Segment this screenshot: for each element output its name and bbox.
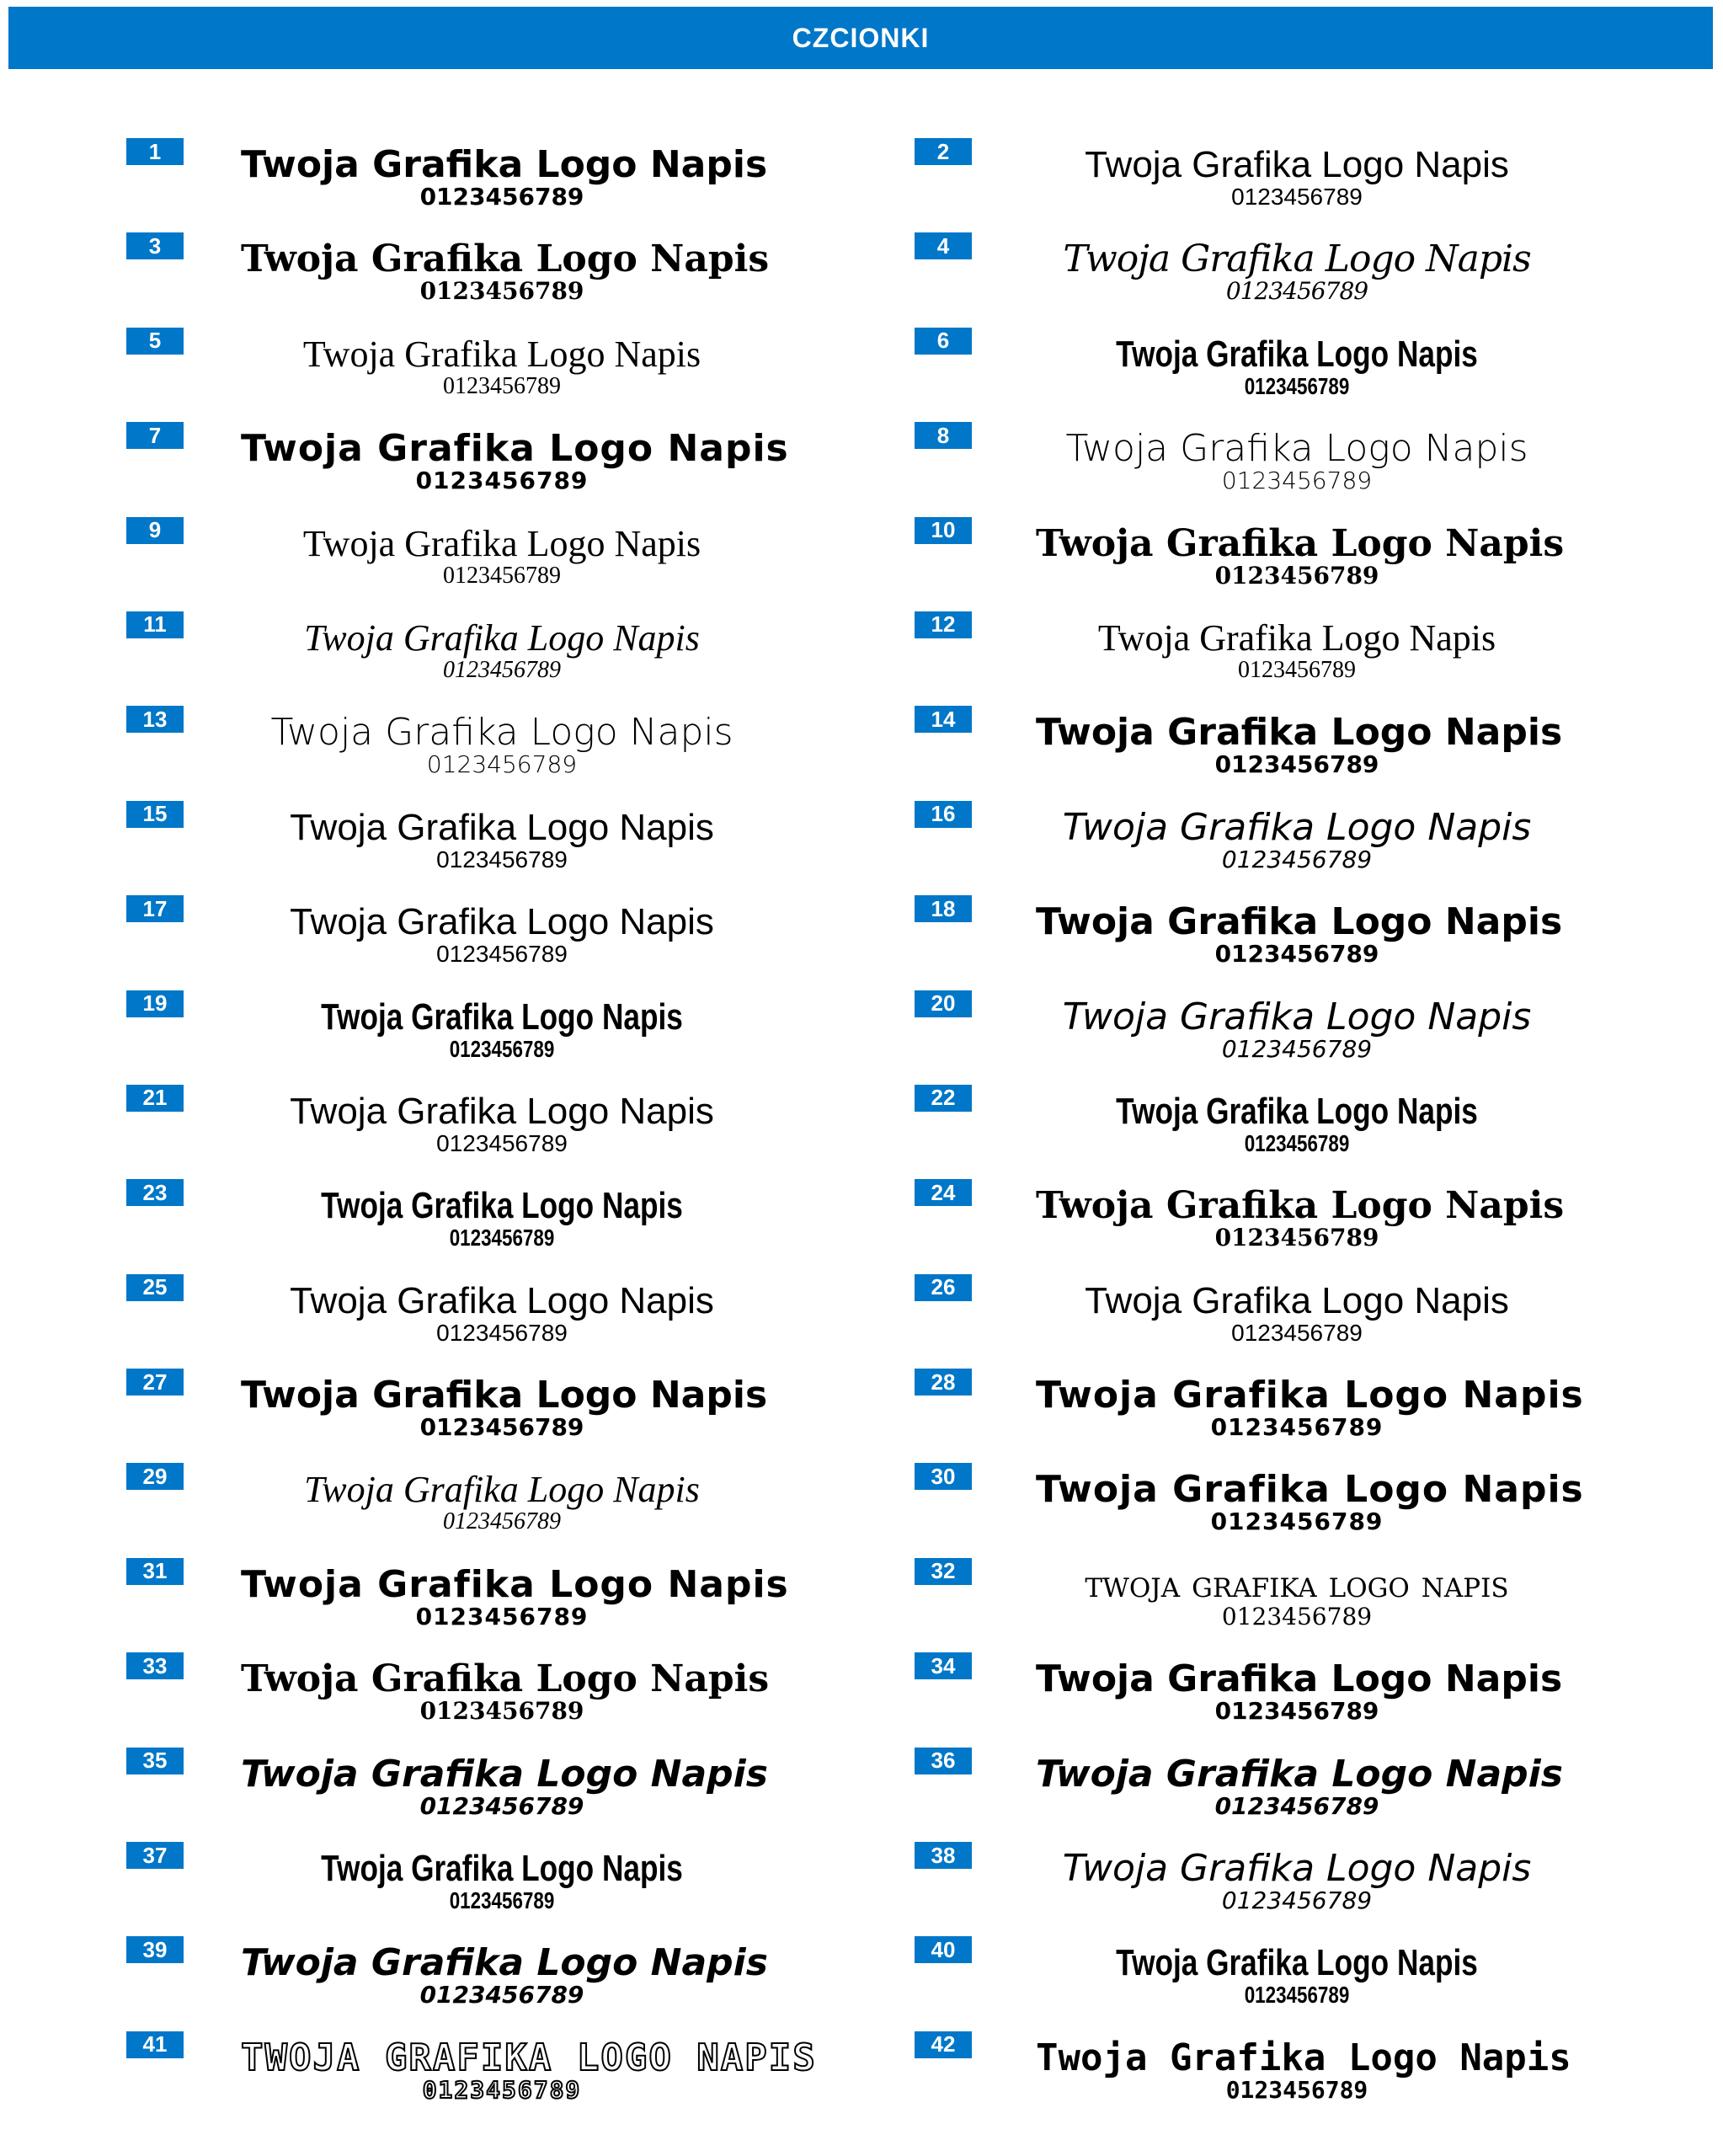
font-number-badge: 12: [915, 611, 972, 638]
font-sample: [1036, 144, 1558, 210]
font-sample-digits: 0123456789: [415, 1602, 589, 1630]
font-sample-item: [862, 229, 1723, 323]
font-sample: [241, 333, 763, 399]
font-sample-item: [862, 702, 1723, 797]
font-sample-digits: 0123456789: [1221, 845, 1373, 873]
font-number-badge: 37: [126, 1842, 184, 1869]
font-sample: [241, 522, 763, 589]
font-sample-text: Twoja Grafika Logo Napis: [241, 1562, 789, 1606]
font-number-badge: 11: [126, 611, 184, 638]
font-sample-digits: 0123456789: [436, 941, 568, 968]
font-sample-digits: 0123456789: [419, 1413, 584, 1442]
font-number-badge: 7: [126, 422, 184, 449]
font-sample: [241, 427, 789, 495]
font-sample-item: [0, 2028, 862, 2122]
font-sample: [1036, 1562, 1558, 1630]
font-sample-text: Twoja Grafika Logo Napis: [290, 1279, 714, 1321]
font-sample: [1036, 1752, 1563, 1820]
font-sample-digits: 0123456789: [449, 1225, 555, 1251]
font-sample-text: Twoja Grafika Logo Napis: [241, 1374, 768, 1417]
font-sample-digits: 0123456789: [1214, 940, 1379, 969]
font-number-badge: 34: [915, 1652, 972, 1679]
font-number-badge: 18: [915, 895, 972, 922]
font-sample-text: Twoja Grafika Logo Napis: [241, 143, 768, 186]
font-sample: [1088, 1942, 1506, 2009]
font-sample: [241, 237, 770, 306]
font-sample: [1036, 1374, 1584, 1442]
font-sample-digits: 0123456789: [1225, 277, 1368, 306]
font-sample-text: Twoja Grafika Logo Napis: [1062, 995, 1532, 1038]
font-number-badge: 32: [915, 1558, 972, 1585]
font-number-badge: 40: [915, 1936, 972, 1963]
font-number-badge: 30: [915, 1463, 972, 1490]
font-sample-text: Twoja Grafika Logo Napis: [1036, 1657, 1563, 1701]
font-number-badge: 20: [915, 990, 972, 1017]
font-sample: [1036, 1847, 1558, 1915]
font-sample-item: [862, 419, 1723, 513]
font-sample: [1036, 2036, 1571, 2104]
font-sample-digits: 0123456789: [449, 1035, 555, 1062]
font-sample-digits: 0123456789: [1214, 1224, 1379, 1252]
font-sample: [1036, 995, 1558, 1063]
font-number-badge: 23: [126, 1179, 184, 1206]
font-sample-text: Twoja Grafika Logo Napis: [1036, 1752, 1563, 1796]
font-sample-item: [0, 514, 862, 608]
font-sample-item: [0, 892, 862, 986]
font-sample-digits: 0123456789: [419, 183, 584, 211]
font-number-badge: 22: [915, 1085, 972, 1112]
font-sample: [241, 901, 763, 968]
font-sample-item: [0, 987, 862, 1081]
font-sample-item: [0, 324, 862, 419]
font-sample-digits: 0123456789: [1221, 1602, 1373, 1630]
font-sample-text: Twoja Grafika Logo Napis: [1116, 1942, 1478, 1984]
font-sample-text: Twoja Grafika Logo Napis: [1036, 2036, 1571, 2079]
font-number-badge: 25: [126, 1274, 184, 1301]
font-number-badge: 39: [126, 1936, 184, 1963]
font-sample-item: [0, 1555, 862, 1649]
font-number-badge: 31: [126, 1558, 184, 1585]
font-sample-item: [0, 1649, 862, 1743]
font-sample-digits: 0123456789: [1244, 1129, 1350, 1156]
font-sample-text: Twoja Grafika Logo Napis: [304, 616, 700, 659]
page-title: CZCIONKI: [792, 22, 930, 53]
font-sample-digits: 0123456789: [426, 750, 578, 779]
font-sample-item: [862, 1744, 1723, 1838]
font-sample-digits: 0123456789: [443, 1508, 561, 1535]
font-sample: [241, 616, 763, 683]
font-sample-item: [862, 135, 1723, 229]
font-number-badge: 3: [126, 232, 184, 259]
font-number-badge: 2: [915, 138, 972, 165]
font-number-badge: 6: [915, 328, 972, 355]
font-sample-text: Twoja Grafika Logo Napis: [321, 1185, 683, 1227]
font-sample-item: [0, 1460, 862, 1554]
font-sample-item: [0, 229, 862, 323]
font-sample-digits: 0123456789: [443, 656, 561, 683]
font-sample-digits: 0123456789: [1214, 1697, 1379, 1726]
font-sample-text: Twoja Grafika Logo Napis: [1062, 1847, 1532, 1891]
font-sample: [293, 1850, 711, 1913]
font-number-badge: 14: [915, 706, 972, 733]
font-number-badge: 24: [915, 1179, 972, 1206]
font-sample-digits: 0123456789: [419, 1697, 584, 1726]
font-sample-digits: 0123456789: [1210, 1508, 1384, 1536]
font-sample-digits: 0123456789: [436, 1319, 568, 1346]
font-sample-digits: 0123456789: [1214, 750, 1379, 779]
font-sample-item: [862, 324, 1723, 419]
font-sample: [241, 711, 763, 779]
font-number-badge: 29: [126, 1463, 184, 1490]
font-sample-text: Twoja Grafika Logo Napis: [241, 1941, 768, 1985]
font-sample-text: Twoja Grafika Logo Napis: [1116, 1090, 1478, 1132]
font-sample-digits: 0123456789: [436, 1129, 568, 1156]
font-sample-text: Twoja Grafika Logo Napis: [1062, 805, 1532, 849]
font-sample-item: [862, 1271, 1723, 1365]
font-sample-item: [862, 1081, 1723, 1176]
font-sample-item: [862, 2028, 1723, 2122]
font-sample-item: [0, 135, 862, 229]
font-sample-digits: 0123456789: [1221, 1034, 1373, 1063]
font-sample-digits: 0123456789: [1231, 184, 1363, 210]
font-sample: [1036, 1279, 1558, 1346]
font-sample-item: [0, 1271, 862, 1365]
font-sample: [1036, 521, 1565, 590]
font-sample: [1036, 1657, 1563, 1726]
font-sample-item: [862, 987, 1723, 1081]
font-sample-item: [862, 1933, 1723, 2027]
font-sample-text: Twoja Grafika Logo Napis: [321, 1848, 683, 1890]
font-sample-text: Twoja Grafika Logo Napis: [302, 333, 701, 375]
font-sample-item: [0, 1176, 862, 1270]
font-sample-digits: 0123456789: [422, 2075, 582, 2104]
font-sample-item: [0, 798, 862, 892]
font-number-badge: 21: [126, 1085, 184, 1112]
font-sample: [293, 1187, 711, 1250]
font-sample: [1036, 805, 1558, 873]
font-sample-text: Twoja Grafika Logo Napis: [1036, 1184, 1565, 1228]
font-number-badge: 5: [126, 328, 184, 355]
font-sample-item: [862, 1460, 1723, 1554]
font-sample: [1036, 1184, 1565, 1252]
font-sample-item: [0, 1081, 862, 1176]
font-number-badge: 26: [915, 1274, 972, 1301]
font-sample-digits: 0123456789: [1210, 1413, 1384, 1442]
font-sample: [241, 1471, 763, 1534]
font-sample: [1036, 711, 1563, 779]
font-number-badge: 13: [126, 706, 184, 733]
font-sample-item: [0, 1744, 862, 1838]
font-number-badge: 4: [915, 232, 972, 259]
font-sample-text: Twoja Grafika Logo Napis: [321, 995, 683, 1038]
font-sample-text: Twoja Grafika Logo Napis: [1036, 900, 1563, 944]
font-number-badge: 42: [915, 2031, 972, 2058]
font-number-badge: 27: [126, 1369, 184, 1396]
font-sample-digits: 0123456789: [1244, 372, 1350, 399]
font-sample-text: Twoja Grafika Logo Napis: [241, 427, 789, 471]
font-sample: [241, 1752, 768, 1820]
font-sample-item: [862, 1649, 1723, 1743]
font-sample-text: Twoja Grafika Logo Napis: [241, 1657, 770, 1701]
font-sample-grid: [0, 135, 1723, 2122]
font-number-badge: 10: [915, 517, 972, 544]
font-sample: [293, 995, 711, 1062]
font-sample-item: [0, 1838, 862, 1933]
font-sample-text: twoja grafika logo napis: [1085, 1562, 1509, 1606]
font-sample-text: Twoja Grafika Logo Napis: [304, 1469, 700, 1511]
font-sample-text: Twoja Grafika Logo Napis: [290, 806, 714, 848]
font-sample: [241, 1941, 768, 2009]
font-number-badge: 8: [915, 422, 972, 449]
font-number-badge: 36: [915, 1748, 972, 1774]
font-sample-digits: 0123456789: [436, 846, 568, 873]
font-sample: [241, 143, 768, 211]
font-sample-digits: 0123456789: [1225, 2075, 1368, 2104]
font-number-badge: 16: [915, 801, 972, 828]
font-sample-text: Twoja Grafika Logo Napis: [270, 711, 733, 755]
font-sample-item: [862, 892, 1723, 986]
font-sample-text: Twoja Grafika Logo Napis: [1036, 1374, 1584, 1417]
font-sample-digits: 0123456789: [1221, 467, 1373, 495]
font-number-badge: 19: [126, 990, 184, 1017]
font-sample-text: Twoja Grafika Logo Napis: [290, 1090, 714, 1132]
font-sample-digits: 0123456789: [1221, 1886, 1373, 1915]
font-sample-digits: 0123456789: [419, 1791, 584, 1820]
font-sample: [241, 1090, 763, 1156]
font-sample-digits: 0123456789: [419, 277, 584, 306]
font-sample-text: Twoja Grafika Logo Napis: [1036, 521, 1565, 565]
font-sample-digits: 0123456789: [1214, 1791, 1379, 1820]
font-sample: [1036, 900, 1563, 969]
font-sample: [1036, 1468, 1584, 1536]
font-sample-text: Twoja Grafika Logo Napis: [1036, 711, 1563, 755]
font-sample-item: [862, 608, 1723, 702]
font-sample-item: [862, 1365, 1723, 1460]
font-sample-item: [0, 1365, 862, 1460]
font-sample-text: Twoja Grafika Logo Napis: [302, 522, 701, 564]
font-sample-digits: 0123456789: [1238, 656, 1356, 683]
font-sample-item: [0, 419, 862, 513]
font-sample: [241, 2036, 817, 2104]
font-sample: [241, 1279, 763, 1346]
font-number-badge: 1: [126, 138, 184, 165]
font-sample-digits: 0123456789: [419, 1981, 584, 2009]
font-sample-item: [0, 608, 862, 702]
font-sample-item: [862, 514, 1723, 608]
font-sample-text: Twoja Grafika Logo Napis: [1063, 237, 1531, 281]
font-sample-digits: 0123456789: [1231, 1319, 1363, 1346]
font-sample-digits: 0123456789: [443, 562, 561, 589]
font-number-badge: 41: [126, 2031, 184, 2058]
page-header: [8, 7, 1713, 69]
font-sample-digits: 0123456789: [1214, 561, 1379, 590]
font-sample-item: [862, 1838, 1723, 1933]
font-sample-item: [862, 798, 1723, 892]
font-sample-text: Twoja Grafika Logo Napis: [1085, 1279, 1509, 1321]
font-sample-text: Twoja Grafika Logo Napis: [1065, 427, 1528, 471]
font-number-badge: 38: [915, 1842, 972, 1869]
font-sample-item: [0, 1933, 862, 2027]
font-number-badge: 35: [126, 1748, 184, 1774]
font-sample: [1036, 427, 1558, 495]
font-sample-text: Twoja Grafika Logo Napis: [241, 1752, 768, 1796]
font-number-badge: 17: [126, 895, 184, 922]
font-sample: [241, 1562, 789, 1630]
font-sample-text: Twoja Grafika Logo Napis: [1097, 616, 1496, 659]
font-sample-text: TWOJA GRAFIKA LOGO NAPIS: [241, 2036, 817, 2079]
font-sample-text: Twoja Grafika Logo Napis: [290, 901, 714, 943]
font-number-badge: 33: [126, 1652, 184, 1679]
font-sample: [241, 806, 763, 873]
font-sample: [1088, 1090, 1506, 1156]
font-sample-digits: 0123456789: [449, 1887, 555, 1914]
font-number-badge: 9: [126, 517, 184, 544]
font-sample-text: Twoja Grafika Logo Napis: [1116, 333, 1478, 375]
font-sample-digits: 0123456789: [1244, 1982, 1350, 2009]
font-sample: [1036, 237, 1558, 306]
font-sample-digits: 0123456789: [415, 467, 589, 495]
font-sample-text: Twoja Grafika Logo Napis: [1036, 1468, 1584, 1512]
font-sample: [241, 1374, 768, 1442]
font-sample: [1088, 333, 1506, 399]
font-sample-text: Twoja Grafika Logo Napis: [1085, 144, 1509, 185]
font-sample-text: Twoja Grafika Logo Napis: [241, 237, 770, 281]
font-sample-digits: 0123456789: [443, 372, 561, 399]
font-number-badge: 28: [915, 1369, 972, 1396]
font-number-badge: 15: [126, 801, 184, 828]
font-sample: [1036, 616, 1558, 683]
font-sample: [241, 1657, 770, 1726]
font-sample-item: [0, 702, 862, 797]
font-sample-item: [862, 1176, 1723, 1270]
font-sample-item: [862, 1555, 1723, 1649]
